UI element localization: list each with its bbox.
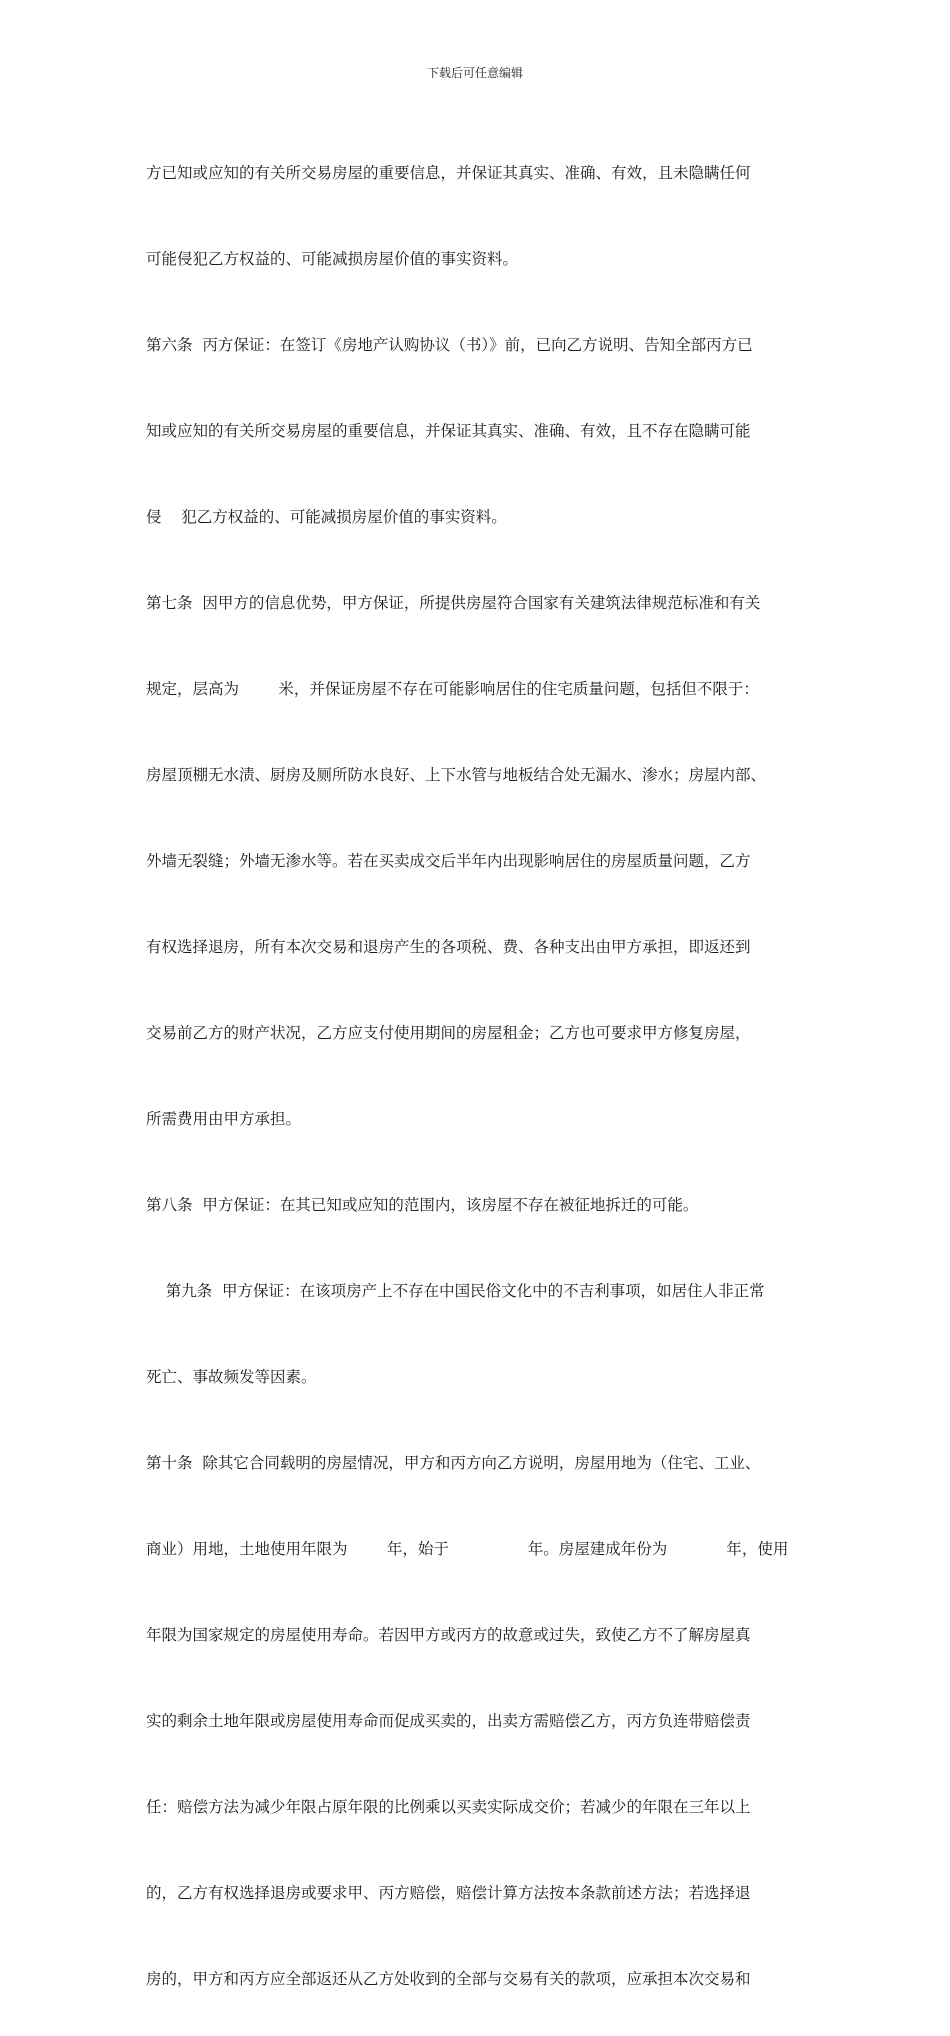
text-line: 有权选择退房，所有本次交易和退房产生的各项税、费、各种支出由甲方承担，即返还到 xyxy=(146,938,751,956)
text-line: 任：赔偿方法为减少年限占原年限的比例乘以买卖实际成交价；若减少的年限在三年以上 xyxy=(146,1798,751,1816)
text-line: 房屋顶棚无水渍、厨房及厕所防水良好、上下水管与地板结合处无漏水、渗水；房屋内部、 xyxy=(146,766,767,784)
text-line: 商业）用地，土地使用年限为 年，始于 年。房屋建成年份为 年，使用 xyxy=(146,1540,789,1558)
article-8-line: 第八条 甲方保证：在其已知或应知的范围内，该房屋不存在被征地拆迁的可能。 xyxy=(146,1196,699,1214)
contract-body xyxy=(146,126,816,2036)
page-header: 下载后可任意编辑 xyxy=(426,66,523,80)
text-line: 交易前乙方的财产状况，乙方应支付使用期间的房屋租金；乙方也可要求甲方修复房屋， xyxy=(146,1024,751,1042)
text-line: 侵 犯乙方权益的、可能减损房屋价值的事实资料。 xyxy=(146,508,507,526)
article-10-line: 第十条 除其它合同载明的房屋情况，甲方和丙方向乙方说明，房屋用地为（住宅、工业、 xyxy=(146,1454,761,1472)
text-line: 的，乙方有权选择退房或要求甲、丙方赔偿，赔偿计算方法按本条款前述方法；若选择退 xyxy=(146,1884,751,1902)
article-9-line: 第九条 甲方保证：在该项房产上不存在中国民俗文化中的不吉利事项，如居住人非正常 xyxy=(146,1282,765,1300)
text-line: 规定，层高为 米，并保证房屋不存在可能影响居住的住宅质量问题，包括但不限于： xyxy=(146,680,759,698)
text-line: 房的，甲方和丙方应全部返还从乙方处收到的全部与交易有关的款项，应承担本次交易和 xyxy=(146,1970,751,1988)
text-line: 实的剩余土地年限或房屋使用寿命而促成买卖的，出卖方需赔偿乙方，丙方负连带赔偿责 xyxy=(146,1712,751,1730)
text-line: 所需费用由甲方承担。 xyxy=(146,1110,302,1128)
article-7-line: 第七条 因甲方的信息优势，甲方保证，所提供房屋符合国家有关建筑法律规范标准和有关 xyxy=(146,594,761,612)
text-line: 外墙无裂缝；外墙无渗水等。若在买卖成交后半年内出现影响居住的房屋质量问题，乙方 xyxy=(146,852,751,870)
article-6-line: 第六条 丙方保证：在签订《房地产认购协议（书）》前，已向乙方说明、告知全部丙方已 xyxy=(146,336,753,354)
text-line: 知或应知的有关所交易房屋的重要信息，并保证其真实、准确、有效，且不存在隐瞒可能 xyxy=(146,422,751,440)
text-line: 方已知或应知的有关所交易房屋的重要信息，并保证其真实、准确、有效，且未隐瞒任何 xyxy=(146,164,751,182)
text-line: 年限为国家规定的房屋使用寿命。若因甲方或丙方的故意或过失，致使乙方不了解房屋真 xyxy=(146,1626,751,1644)
text-line: 可能侵犯乙方权益的、可能减损房屋价值的事实资料。 xyxy=(146,250,519,268)
text-line: 死亡、事故频发等因素。 xyxy=(146,1368,317,1386)
